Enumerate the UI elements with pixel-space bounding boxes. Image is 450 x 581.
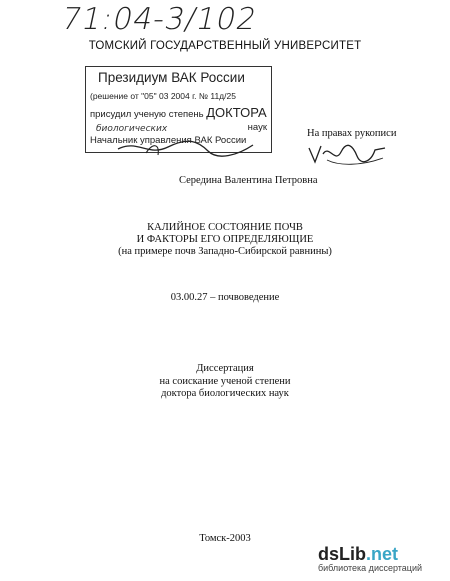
thesis-title (0, 222, 450, 258)
dslib-logo-main: dsLib (318, 544, 366, 564)
specialty-code: 03.00.27 – почвоведение (170, 292, 280, 303)
thesis-title-line2: И ФАКТОРЫ ЕГО ОПРЕДЕЛЯЮЩИЕ (136, 234, 314, 245)
dslib-logo-tld: .net (366, 544, 399, 564)
stamp-field-text: биологических (96, 124, 168, 133)
stamp-award (90, 105, 267, 120)
dissertation-line3: доктора биологических наук (161, 388, 289, 399)
dissertation-line1: Диссертация (196, 363, 254, 374)
city-year: Томск-2003 (199, 533, 251, 544)
archive-number-handwritten: 71:04-3/102 (58, 2, 261, 37)
thesis-title-line3: (на примере почв Западно-Сибирской равнины) (118, 246, 332, 257)
dissertation-block (0, 363, 450, 401)
author-signature (305, 140, 390, 168)
dslib-caption: библиотека диссертаций (318, 563, 423, 573)
stamp-field-handwriting (94, 122, 234, 133)
stamp-field-word: наук (247, 122, 267, 133)
dslib-logo (318, 544, 422, 565)
manuscript-rights: На правах рукописи (307, 128, 397, 139)
stamp-award-prefix: присудил ученую степень (90, 109, 204, 120)
stamp-signatory: Начальник управления ВАК России (90, 135, 247, 146)
dissertation-line2: на соискание ученой степени (159, 375, 291, 387)
thesis-title-line1: КАЛИЙНОЕ СОСТОЯНИЕ ПОЧВ (147, 222, 303, 233)
stamp-decision: (решение от "05" 03 2004 г. № 11д/25 (90, 91, 236, 101)
stamp-title: Президиум ВАК России (98, 70, 245, 85)
author-name: Середина Валентина Петровна (179, 175, 318, 186)
stamp-award-degree: ДОКТОРА (206, 105, 267, 120)
dslib-watermark (318, 544, 422, 573)
university-name: ТОМСКИЙ ГОСУДАРСТВЕННЫЙ УНИВЕРСИТЕТ (88, 40, 362, 52)
stamp-signature (108, 135, 258, 161)
